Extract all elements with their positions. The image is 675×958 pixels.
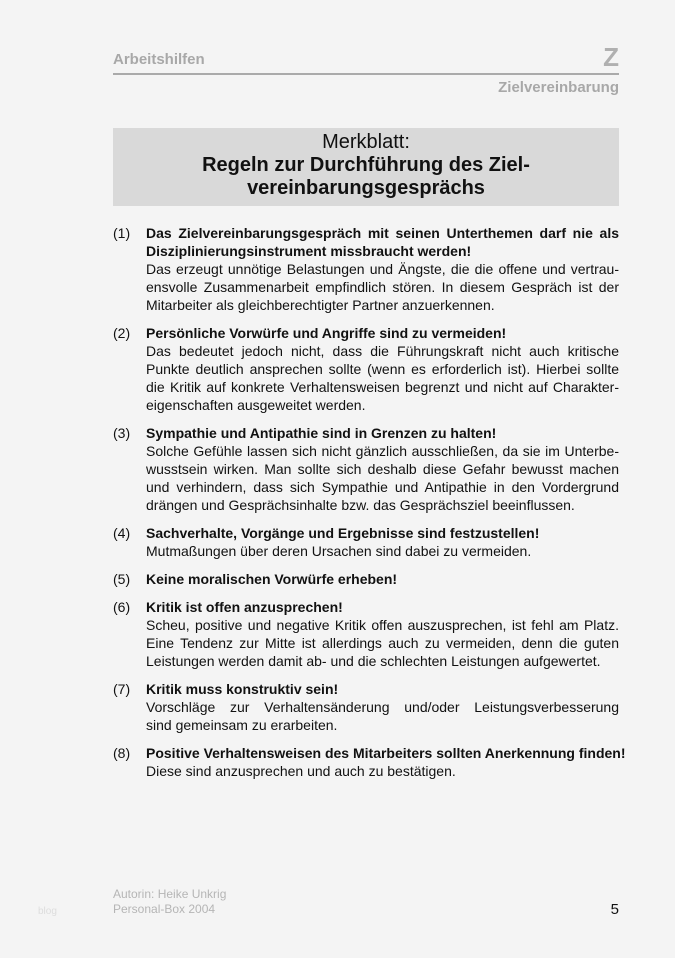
rule-number: (3) (113, 425, 131, 441)
rule-item (113, 224, 619, 314)
rule-body-line: Punkte deutlich ansprechen sollte (wenn es erforderlich ist). Hierbei sollte (146, 361, 619, 377)
rule-number: (2) (113, 325, 131, 341)
rule-heading-line: Disziplinierungsinstrument missbraucht werden! (146, 243, 472, 259)
rule-body-line: Das bedeutet jedoch nicht, dass die Führungskraft nicht auch kritische (146, 343, 619, 359)
rule-body-line: wusstsein wirken. Man sollte sich deshalb diese Gefahr bewusst machen (146, 461, 619, 477)
footer-author: Autorin: Heike Unkrig (113, 887, 227, 901)
rule-body-line: Eine Tendenz zur Mitte ist allerdings auch zu vermeiden, denn die guten (146, 635, 619, 651)
rule-number: (1) (113, 225, 131, 241)
rule-body-line: Mitarbeiter als gleichberechtigter Partner anzuerkennen. (146, 297, 495, 313)
rule-heading-line: Positive Verhaltensweisen des Mitarbeiters sollten Anerkennung finden! (146, 745, 626, 761)
watermark: blog (38, 906, 57, 917)
rule-item (113, 744, 626, 780)
rule-body-line: Das erzeugt unnötige Belastungen und Ängste, die die offene und vertrau- (146, 261, 619, 277)
rule-heading-line: Keine moralischen Vorwürfe erheben! (146, 571, 398, 587)
rule-number: (7) (113, 681, 131, 697)
rule-body-line: Scheu, positive und negative Kritik offen auszusprechen, ist fehl am Platz. (146, 617, 619, 633)
footer-source: Personal-Box 2004 (113, 902, 216, 916)
title-box (113, 128, 619, 206)
rule-heading-line: Kritik muss konstruktiv sein! (146, 681, 339, 697)
rule-body-line: Solche Gefühle lassen sich nicht gänzlich ausschließen, da sie im Unterbe- (146, 443, 619, 459)
rule-body-line: Mutmaßungen über deren Ursachen sind dabei zu vermeiden. (146, 543, 532, 559)
header-topic: Zielvereinbarung (498, 79, 619, 96)
rule-heading-line: Persönliche Vorwürfe und Angriffe sind zu vermeiden! (146, 325, 507, 341)
rule-heading-line: Das Zielvereinbarungsgespräch mit seinen Unterthemen darf nie als (146, 225, 619, 241)
rule-number: (5) (113, 571, 131, 587)
rule-body-line: und verhindern, dass sich Sympathie und Antipathie in den Vordergrund (146, 479, 619, 495)
rule-body-line: ensvolle Zusammenarbeit empfindlich stören. In diesem Gespräch ist der (146, 279, 619, 295)
rule-number: (8) (113, 745, 131, 761)
rule-body-line: die Kritik auf konkrete Verhaltensweisen begrenzt und nicht auf Charakter- (146, 379, 619, 395)
rule-body-line: Leistungen werden damit ab- und die schlechten Leistungen aufgewertet. (146, 653, 601, 669)
rule-item (113, 324, 619, 414)
rule-heading-line: Sachverhalte, Vorgänge und Ergebnisse sind festzustellen! (146, 525, 540, 541)
rule-number: (6) (113, 599, 131, 615)
title-line-2: vereinbarungsgesprächs (247, 177, 485, 199)
rule-heading-line: Kritik ist offen anzusprechen! (146, 599, 343, 615)
rule-body-line: Diese sind anzusprechen und auch zu bestätigen. (146, 763, 456, 779)
rule-number: (4) (113, 525, 131, 541)
header-letter: Z (603, 42, 619, 72)
title-line-1: Regeln zur Durchführung des Ziel- (202, 154, 530, 176)
rule-item (113, 524, 619, 560)
rule-item (113, 570, 619, 588)
rules-list (113, 224, 626, 790)
rule-item (113, 598, 619, 670)
rule-body-line: eigenschaften ausgeweitet werden. (146, 397, 366, 413)
rule-heading-line: Sympathie und Antipathie sind in Grenzen zu halten! (146, 425, 497, 441)
rule-body-line: sind gemeinsam zu erarbeiten. (146, 717, 338, 733)
header-section: Arbeitshilfen (113, 51, 205, 68)
header-divider (113, 73, 619, 75)
footer-credits (113, 887, 226, 917)
title-kicker: Merkblatt: (322, 131, 410, 153)
rule-body-line: drängen und Gesprächsinhalte bzw. das Gesprächsziel beeinflussen. (146, 497, 575, 513)
rule-item (113, 680, 619, 734)
rule-item (113, 424, 619, 514)
page-number: 5 (610, 901, 619, 918)
rule-body-line: Vorschläge zur Verhaltensänderung und/oder Leistungsverbesserung (146, 699, 619, 715)
